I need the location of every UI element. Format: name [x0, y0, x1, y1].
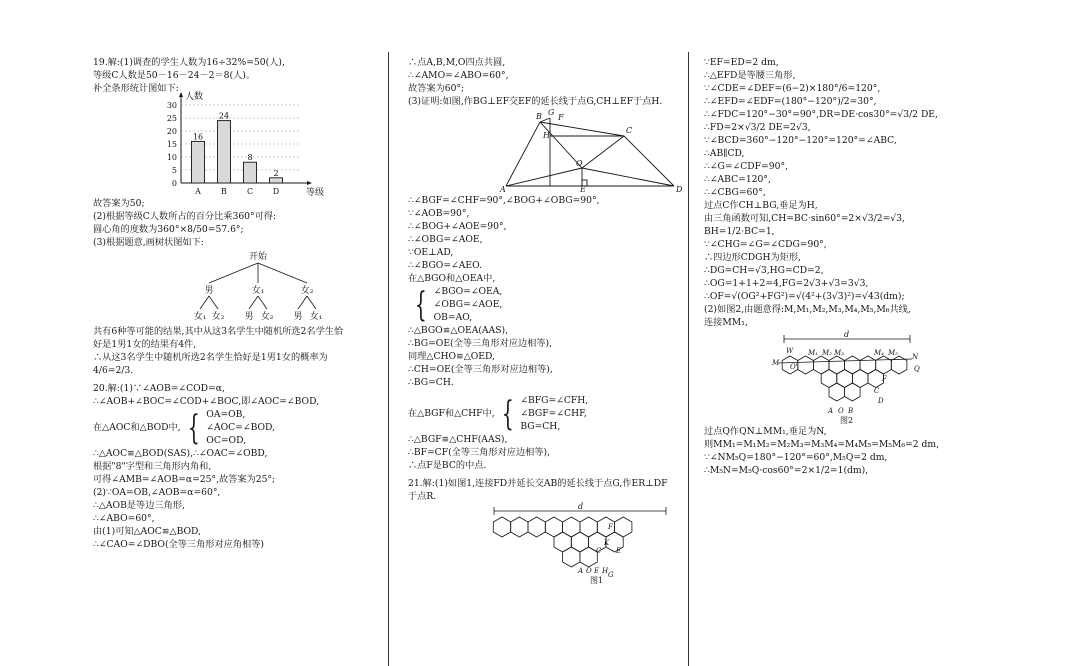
text-line: (2)根据等级C人数所占的百分比乘360°可得:: [93, 211, 277, 222]
text-line: 在△BGO和△OEA中,: [408, 273, 496, 284]
text-line: (2)如图2,由题意得:M,M₁,M₂,M₃,M₄,M₅,M₆共线,: [704, 304, 911, 315]
brace-line: ∠BFG=∠CFH,: [520, 395, 589, 406]
fig1-point-label: H: [602, 567, 609, 575]
category-label: D: [272, 187, 280, 196]
fig2-point-label: B: [848, 407, 854, 415]
hexagon-cell: [580, 547, 597, 567]
text-line: ∴∠BGF=∠CHF=90°,∠BOG+∠OBG=90°,: [408, 195, 600, 206]
text-line: 过点Q作QN⊥MM₁,垂足为N,: [704, 426, 827, 437]
y-tick-label: 25: [166, 114, 177, 123]
point-label: G: [548, 108, 555, 117]
fig2-point-label: M₁: [808, 349, 818, 357]
fig2-point-label: C: [874, 387, 880, 395]
text-line: ∴FD=2×√3/2 DE=2√3,: [704, 122, 811, 133]
congruence-conditions-1: [408, 285, 680, 324]
bar-C: [244, 162, 257, 183]
y-tick-label: 15: [166, 140, 177, 149]
congruence-result-2: [408, 433, 680, 472]
q19-after-chart: [93, 197, 383, 249]
y-tick-label: 20: [166, 127, 177, 136]
fig2-caption: 图2: [840, 416, 854, 425]
text-line: (2)∵OA=OB,∠AOB=α=60°,: [93, 487, 221, 498]
text-line: 同理△CHO≌△OED,: [408, 351, 495, 362]
fig2-point-label: N: [912, 353, 919, 361]
fig2-point-label: F: [882, 375, 887, 383]
fig1-point-label: E: [616, 547, 622, 555]
x-axis-arrow: [307, 181, 312, 185]
point-label: C: [626, 126, 633, 135]
fig2-point-label: M₄: [874, 349, 884, 357]
fig2-point-label: O': [790, 363, 798, 371]
q20-brace-prefix: 在△AOC和△BOD中,: [93, 422, 181, 433]
q19-conclusion: [93, 325, 383, 377]
text-line: 21.解:(1)如图1,连接FD并延长交AB的延长线于点G,作ER⊥DF: [408, 478, 668, 489]
text-line: ∴∠G=∠CDF=90°,: [704, 161, 788, 172]
category-label: C: [246, 187, 254, 196]
fig1-point-label: A: [578, 567, 584, 575]
hexagon-cell: [571, 532, 588, 552]
fig1-point-label: F: [608, 523, 613, 531]
text-line: ∵∠CDE=∠DEF=(6−2)×180°/6=120°,: [704, 83, 881, 94]
brace-symbol: {: [187, 407, 200, 448]
tree-branch: [249, 296, 258, 309]
text-line: 连接MM₁,: [704, 317, 748, 328]
q21-part2: [704, 425, 994, 477]
text-line: ∴点A,B,M,O四点共圆,: [408, 57, 506, 68]
brace-line: ∠OBG=∠AOE,: [433, 299, 503, 310]
text-line: ∴M₅N=M₅Q·cos60°=2×1/2=1(dm),: [704, 465, 869, 476]
tree-root: 开始: [248, 252, 268, 262]
text-line: 20.解:(1)∵∠AOB=∠COD=α,: [93, 383, 225, 394]
x-axis-label: 等级: [305, 188, 325, 198]
text-line: ∴∠CBG=60°,: [704, 187, 766, 198]
hexagon-cell: [554, 532, 571, 552]
fig2-point-label: Q: [914, 365, 920, 373]
text-line: ∴点F是BC的中点.: [408, 460, 487, 471]
tree-node-level2: 女₂: [260, 312, 274, 322]
text-line: ∴CH=OE(全等三角形对应边相等),: [408, 364, 553, 375]
text-line: 由三角函数可知,CH=BC·sin60°=2×√3/2=√3,: [704, 213, 905, 224]
text-line: ∵∠NM₅Q=180°−120°=60°,M₅Q=2 dm,: [704, 452, 888, 463]
point-label: B: [536, 112, 542, 121]
fig2-point-label: O: [838, 407, 844, 415]
tree-node-level2: 男: [293, 312, 303, 322]
text-line: 于点R.: [408, 491, 437, 502]
congruence-conditions-2: [408, 394, 680, 433]
hexagon-cell: [493, 517, 510, 537]
hexagon-figure-1: [478, 503, 678, 585]
hexagon-cell: [845, 383, 861, 401]
q21-solution: [704, 56, 994, 329]
fig2-point-label: M₅: [888, 349, 898, 357]
text-line: ∴∠AOB+∠BOC=∠COD+∠BOC,即∠AOC=∠BOD,: [93, 396, 320, 407]
tree-node-level2: 女₁: [193, 312, 207, 322]
text-line: ∴∠FDC=120°−30°=90°,DR=DE·cos30°=√3/2 DE,: [704, 109, 938, 120]
bar-chart: [155, 92, 405, 198]
fig2-point-label: M₃: [834, 349, 844, 357]
text-line: ∴△AOC≌△BOD(SAS),∴∠OAC=∠OBD,: [93, 448, 268, 459]
bar-B: [218, 121, 231, 183]
text-line: ∴∠BOG+∠AOE=90°,: [408, 221, 507, 232]
hexagon-cell: [829, 383, 845, 401]
column-middle: [408, 56, 683, 666]
hexagon-cell: [563, 547, 580, 567]
category-label: A: [195, 187, 201, 196]
column-left: [93, 56, 383, 666]
tree-branch: [258, 263, 307, 283]
tree-branch: [307, 296, 316, 309]
y-tick-label: 10: [166, 153, 177, 162]
q20-intro: [93, 382, 383, 408]
brace-line: OB=AO,: [433, 312, 473, 323]
y-tick-label: 0: [171, 179, 177, 188]
text-line: ∴∠EFD=∠EDF=(180°−120°)/2=30°,: [704, 96, 877, 107]
tree-branch: [298, 296, 307, 309]
bar-value-label: 2: [273, 168, 279, 178]
congruence-result-1: [408, 324, 680, 389]
text-line: 圆心角的度数为360°×8/50=57.6°;: [93, 224, 244, 235]
fig1-d-label: d: [578, 502, 584, 511]
text-line: 好是1男1女的结果有4件,: [93, 339, 197, 350]
bar-value-label: 16: [192, 132, 204, 142]
text-line: (3)证明:如图,作BG⊥EF交EF的延长线于点G,CH⊥EF于点H.: [408, 96, 663, 107]
hexagon-cell: [528, 517, 545, 537]
hexagon-cell: [891, 356, 907, 374]
brace-line: ∠BGF=∠CHF,: [520, 408, 587, 419]
tree-branch: [209, 296, 218, 309]
point-label: F: [558, 113, 564, 122]
tree-diagram: [173, 249, 383, 325]
q21-intro: [408, 477, 680, 503]
brace-line: OC=OD,: [206, 435, 247, 446]
text-line: ∵EF=ED=2 dm,: [704, 57, 779, 68]
text-line: 共有6种等可能的结果,其中从这3名学生中随机所选2名学生恰: [93, 326, 344, 337]
text-line: 根据"8"字型和三角形内角和,: [93, 461, 212, 472]
text-line: ∴从这3名学生中随机所选2名学生恰好是1男1女的概率为: [93, 352, 328, 363]
text-line: 故答案为60°;: [408, 83, 465, 94]
tree-branch: [258, 296, 267, 309]
brace-line: ∠AOC=∠BOD,: [206, 422, 275, 433]
text-line: ∴DG=CH=√3,HG=CD=2,: [704, 265, 824, 276]
fig1-point-label: C: [596, 547, 602, 555]
tree-branch: [200, 296, 209, 309]
point-label: D: [676, 185, 683, 194]
text-line: 则MM₁=M₁M₂=M₂M₃=M₃M₄=M₄M₅=M₅M₆=2 dm,: [704, 439, 940, 450]
y-axis-label: 人数: [185, 92, 204, 102]
fig2-point-label: D: [878, 397, 884, 405]
text-line: BH=1/2·BC=1,: [704, 226, 775, 237]
text-line: ∵∠BCD=360°−120°−120°=120°=∠ABC,: [704, 135, 897, 146]
tree-branch: [209, 263, 258, 283]
hexagon-figure-2: [770, 329, 970, 425]
q20-proof: [93, 447, 383, 551]
point-label: H: [543, 131, 550, 140]
category-label: B: [221, 187, 227, 196]
point-label: E: [580, 185, 586, 194]
point-label: O: [576, 159, 583, 168]
fig2-d-label: d: [844, 330, 850, 339]
text-line: ∵OE⊥AD,: [408, 247, 454, 258]
text-line: ∴∠ABC=120°,: [704, 174, 771, 185]
text-line: ∴∠OBG=∠AOE,: [408, 234, 483, 245]
fig2-point-label: M₂: [822, 349, 832, 357]
text-line: ∴∠CAO=∠DBO(全等三角形对应角相等): [93, 539, 265, 550]
hexagon-cell: [563, 517, 580, 537]
q19-intro: [93, 56, 383, 95]
text-line: ∴△BGO≌△OEA(AAS),: [408, 325, 508, 336]
hexagon-cell: [615, 517, 632, 537]
text-line: ∴△AOB是等边三角形,: [93, 500, 185, 511]
hexagon-cell: [511, 517, 528, 537]
text-line: ∵∠AOB=90°,: [408, 208, 470, 219]
text-line: ∴OG=1+1+2=4,FG=2√3+√3=3√3,: [704, 278, 869, 289]
text-line: ∴△EFD是等腰三角形,: [704, 70, 796, 81]
fig2-point-label: A: [828, 407, 834, 415]
text-line: ∴BF=CF(全等三角形对应边相等),: [408, 447, 551, 458]
bar-A: [192, 141, 205, 183]
q20-conditions: [93, 408, 383, 447]
brace-symbol: {: [501, 393, 514, 434]
text-line: ∴四边形CDGH为矩形,: [704, 252, 801, 263]
text-line: 等级C人数是50－16－24－2＝8(人)。: [93, 70, 256, 81]
text-line: ∴BG=OE(全等三角形对应边相等),: [408, 338, 553, 349]
text-line: ∴OF=√(OG²+FG²)=√(4²+(3√3)²)=√43(dm);: [704, 291, 905, 302]
text-line: 过点C作CH⊥BG,垂足为H,: [704, 200, 818, 211]
fig1-point-label: G: [608, 571, 614, 579]
brace-symbol: {: [414, 284, 427, 325]
text-line: 4/6=2/3.: [93, 365, 134, 376]
text-line: 19.解:(1)调查的学生人数为16÷32%=50(人),: [93, 57, 285, 68]
hexagon-cell: [580, 517, 597, 537]
brace2-prefix: 在△BGF和△CHF中,: [408, 408, 495, 419]
fig2-point-label: W: [786, 347, 794, 355]
text-line: ∴∠AMO=∠ABO=60°,: [408, 70, 509, 81]
y-tick-label: 30: [166, 101, 177, 110]
y-tick-label: 5: [171, 166, 177, 175]
tree-node-level1: 女₁: [251, 286, 265, 296]
fig1-point-label: K: [604, 539, 610, 547]
text-line: 故答案为50;: [93, 198, 145, 209]
text-line: 补全条形统计图如下:: [93, 83, 179, 94]
text-line: ∴AB∥CD,: [704, 148, 745, 159]
tree-node-level2: 女₂: [211, 312, 225, 322]
brace-line: BG=CH,: [520, 421, 561, 432]
fig2-point-label: M: [772, 359, 780, 367]
text-line: ∵∠CHG=∠G=∠CDG=90°,: [704, 239, 827, 250]
text-line: ∴BG=CH.: [408, 377, 454, 388]
tree-node-level1: 女₂: [300, 286, 314, 296]
text-line: ∴∠BGO=∠AEO.: [408, 260, 482, 271]
hexagon-cell: [545, 517, 562, 537]
point-label: A: [500, 185, 506, 194]
brace-line: OA=OB,: [206, 409, 246, 420]
brace-line: ∠BGO=∠OEA,: [433, 286, 503, 297]
bar-value-label: 8: [247, 153, 253, 163]
text-line: 可得∠AMB=∠AOB=α=25°,故答案为25°;: [93, 474, 276, 485]
text-line: (3)根据题意,画树状图如下:: [93, 237, 204, 248]
tree-node-level2: 男: [244, 312, 254, 322]
text-line: 由(1)可知△AOC≌△BOD,: [93, 526, 202, 537]
column-right: [704, 56, 994, 666]
bar-value-label: 24: [218, 111, 230, 121]
fig1-point-label: O: [586, 567, 592, 575]
tree-node-level1: 男: [204, 286, 214, 296]
text-line: ∴△BGF≌△CHF(AAS),: [408, 434, 508, 445]
q20-continued: [408, 56, 680, 108]
text-line: ∴∠ABO=60°,: [93, 513, 155, 524]
hexagon-cell: [798, 356, 814, 374]
tree-node-level2: 女₁: [309, 312, 323, 322]
fig1-caption: 图1: [590, 576, 604, 585]
q20-proof-steps: [408, 194, 680, 285]
fig1-point-label: E: [594, 567, 600, 575]
bar-D: [270, 178, 283, 183]
geometry-figure-q20: [492, 108, 692, 194]
